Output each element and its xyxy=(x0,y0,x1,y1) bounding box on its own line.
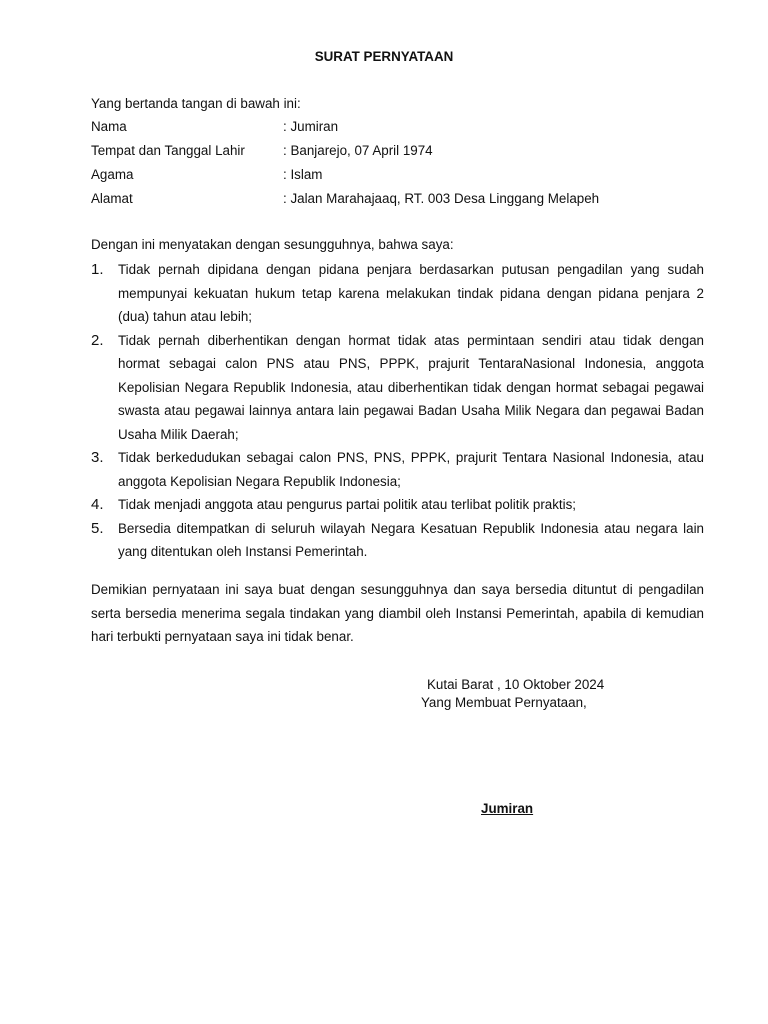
item-text: Tidak pernah diberhentikan dengan hormat tidak atas permintaan sendiri atau tidak dengan hormat sebagai calon PNS atau PNS, PPPK, prajurit TentaraNasional Indonesia, anggota Kepolisian Negara Republik Indonesia, atau diberhentikan tidak dengan hormat sebagai pegawai swasta atau pegawai lainnya antara lain pegawai Badan Usaha Milik Negara dan pegawai Badan Usaha Milik Daerah; xyxy=(118,332,704,442)
item-number: 1. xyxy=(91,261,104,278)
statement-intro: Dengan ini menyatakan dengan sesungguhnya, bahwa saya: xyxy=(91,237,454,252)
signer-name: Jumiran xyxy=(481,801,534,816)
list-item xyxy=(91,329,704,447)
identity-row-address xyxy=(91,191,599,215)
document-title: SURAT PERNYATAAN xyxy=(314,49,454,64)
intro-text: Yang bertanda tangan di bawah ini: xyxy=(91,96,301,111)
item-number: 5. xyxy=(91,519,104,537)
list-item xyxy=(91,258,704,329)
identity-row-religion xyxy=(91,167,599,191)
identity-value: : Jalan Marahajaaq, RT. 003 Desa Linggang Melapeh xyxy=(283,191,600,206)
identity-row-name xyxy=(91,119,599,143)
list-item xyxy=(91,517,704,564)
statement-list xyxy=(91,258,704,564)
identity-label: Alamat xyxy=(91,191,133,206)
identity-label: Agama xyxy=(91,167,134,182)
list-item xyxy=(91,493,704,517)
closing-paragraph: Demikian pernyataan ini saya buat dengan sesungguhnya dan saya bersedia dituntut di pengadilan serta bersedia menerima segala tindakan yang diambil oleh Instansi Pemerintah, apabila di kemudian hari terbukti pernyataan saya ini tidak benar. xyxy=(91,582,704,644)
item-text: Tidak berkedudukan sebagai calon PNS, PNS, PPPK, prajurit Tentara Nasional Indonesia, atau anggota Kepolisian Negara Republik Indonesia; xyxy=(118,450,704,489)
item-number: 3. xyxy=(91,449,104,466)
item-text: Tidak menjadi anggota atau pengurus partai politik atau terlibat politik praktis; xyxy=(118,497,577,512)
identity-label: Nama xyxy=(91,119,127,134)
item-text: Bersedia ditempatkan di seluruh wilayah Negara Kesatuan Republik Indonesia atau negara lain yang ditentukan oleh Instansi Pemerintah. xyxy=(118,520,704,559)
item-number: 4. xyxy=(91,496,104,513)
identity-value: : Jumiran xyxy=(283,119,339,134)
identity-label: Tempat dan Tanggal Lahir xyxy=(91,143,245,158)
item-text: Tidak pernah dipidana dengan pidana penjara berdasarkan putusan pengadilan yang sudah mempunyai kekuatan hukum tetap karena melakukan tindak pidana dengan pidana penjara 2 (dua) tahun atau lebih; xyxy=(118,262,704,324)
list-item xyxy=(91,446,704,493)
identity-value: : Banjarejo, 07 April 1974 xyxy=(283,143,433,158)
place-date: Kutai Barat , 10 Oktober 2024 xyxy=(427,677,605,692)
identity-row-birth xyxy=(91,143,599,167)
identity-value: : Islam xyxy=(283,167,323,182)
maker-label: Yang Membuat Pernyataan, xyxy=(421,695,587,710)
identity-table xyxy=(91,119,599,215)
item-number: 2. xyxy=(91,331,104,349)
